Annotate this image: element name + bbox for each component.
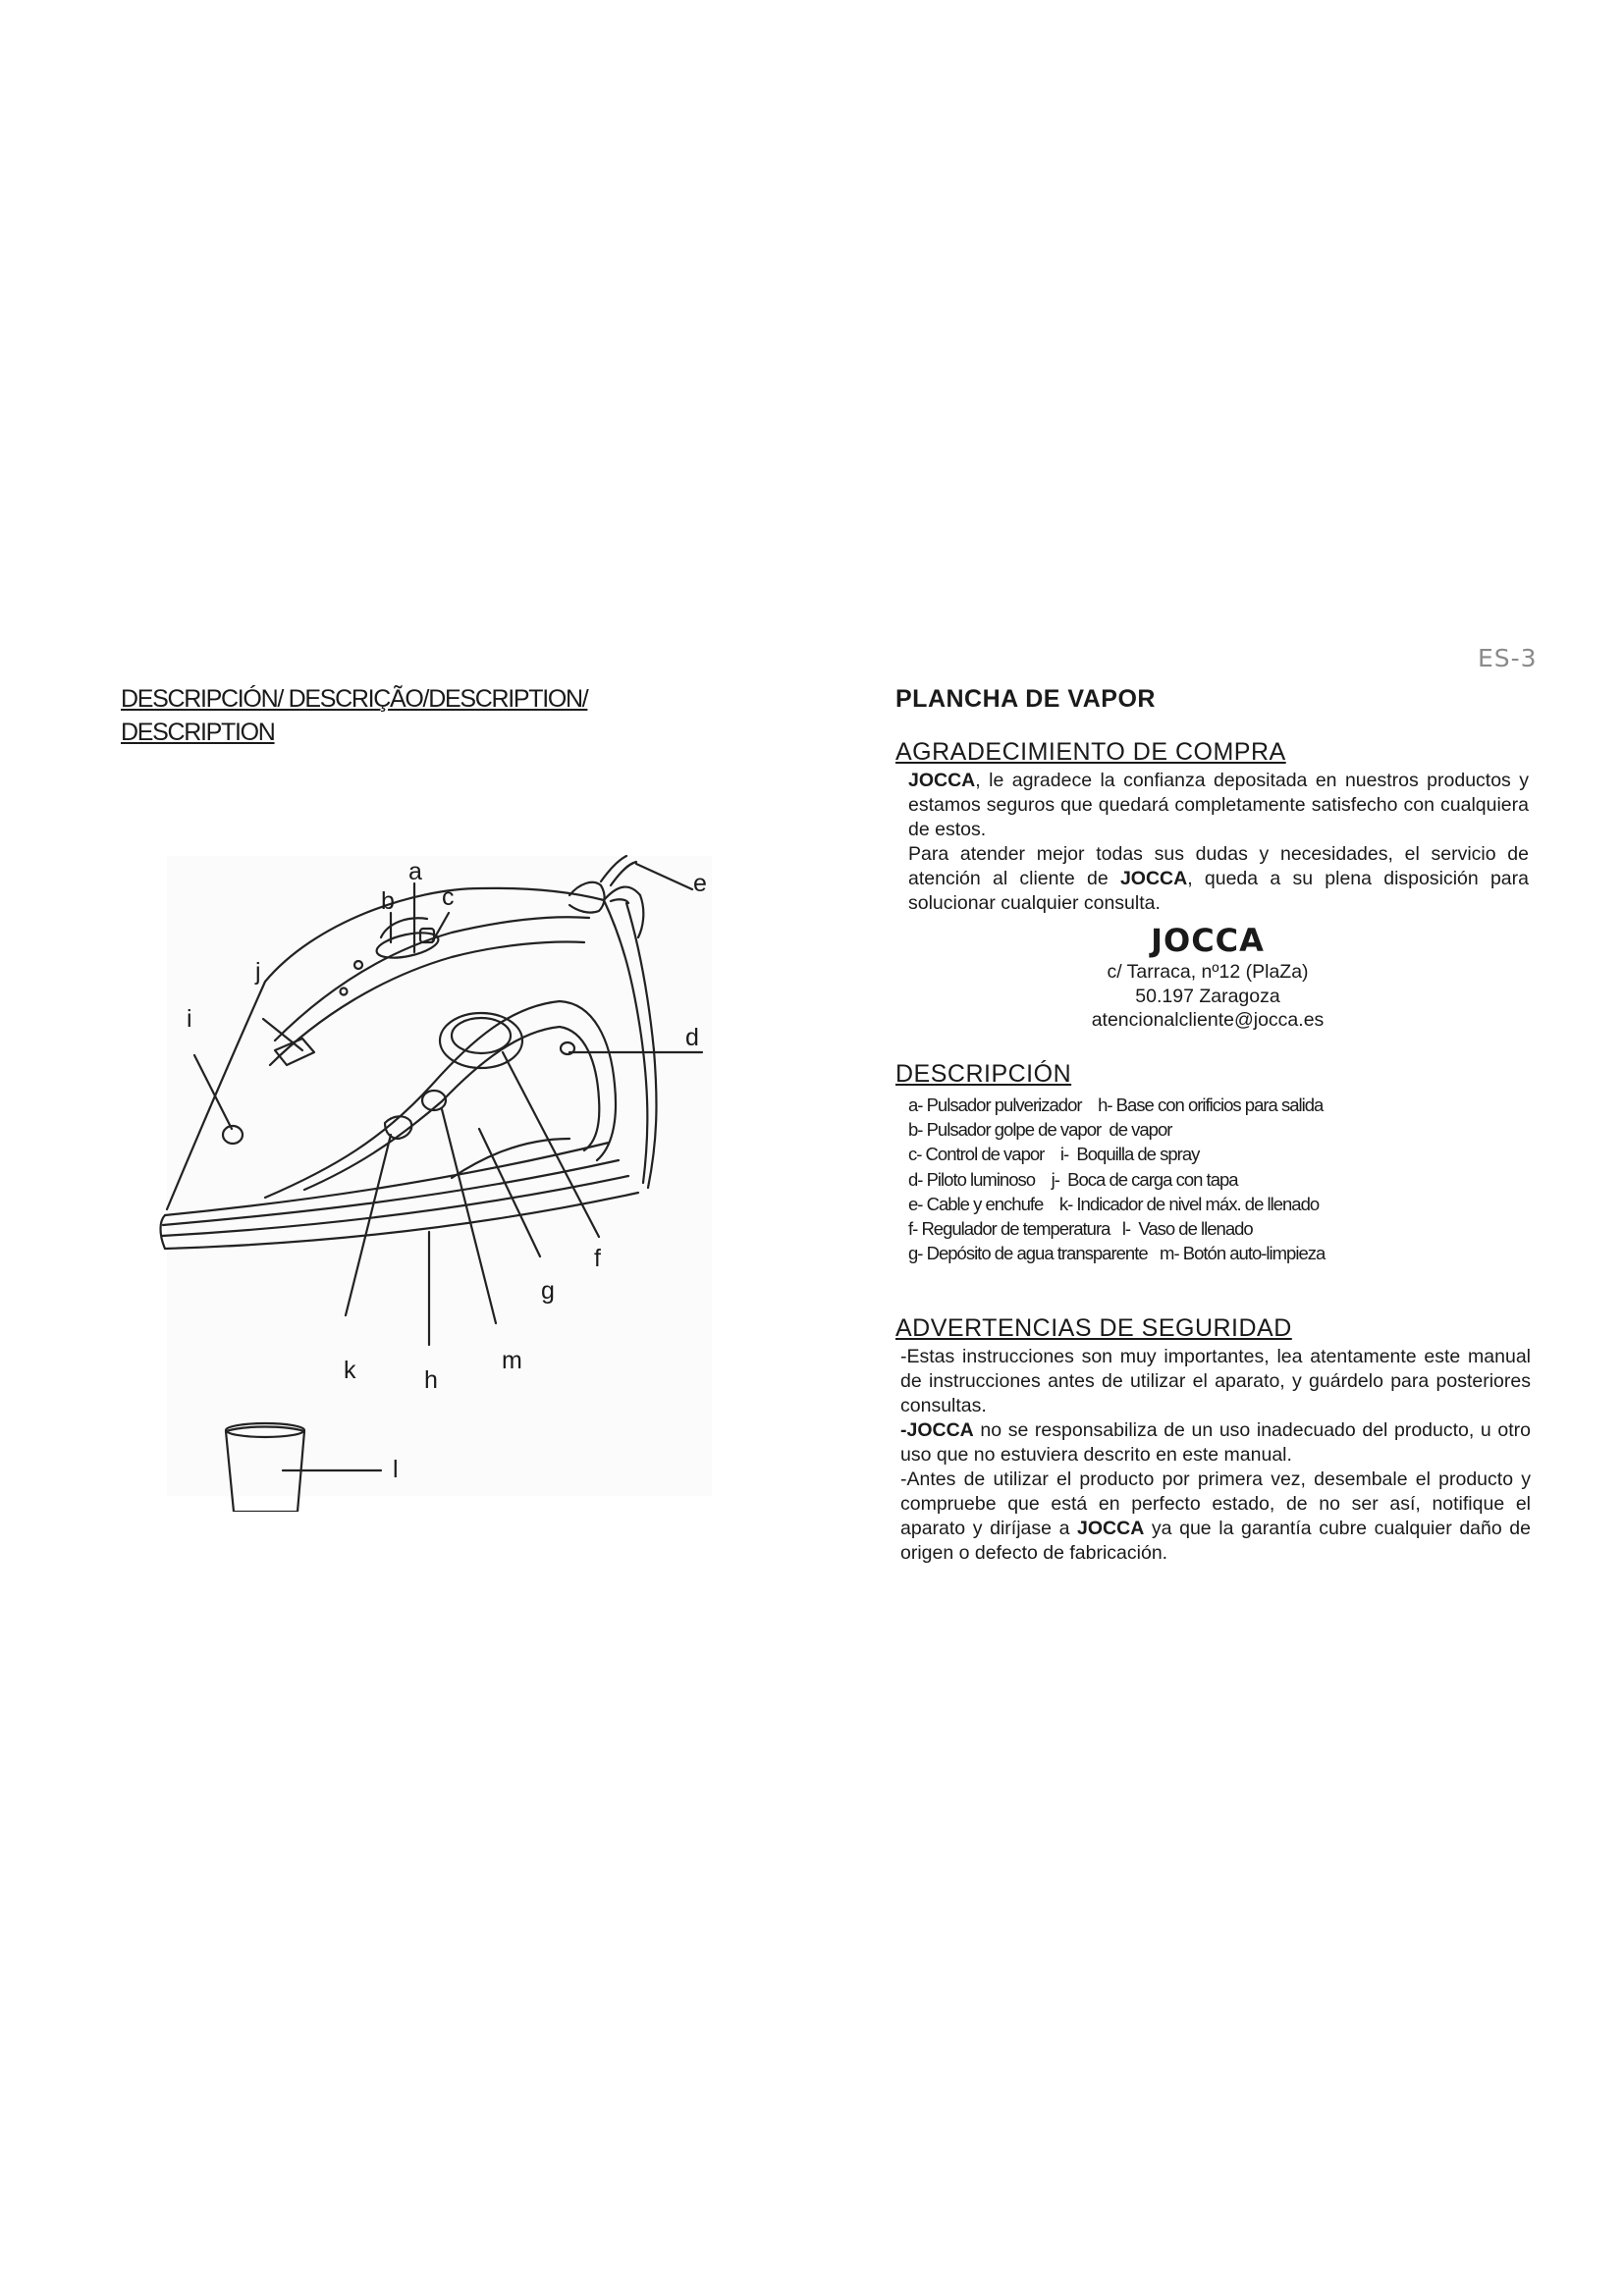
list-item: c- Control de vapor i- Boquilla de spray: [908, 1144, 1200, 1165]
warnings-text: [900, 1345, 1531, 1566]
description-section-heading: DESCRIPCIÓN: [895, 1060, 1072, 1088]
list-item: d- Piloto luminoso j- Boca de carga con tapa: [908, 1168, 1238, 1190]
thanks-text: [908, 769, 1529, 916]
callout-f: f: [594, 1245, 601, 1272]
page-title: PLANCHA DE VAPOR: [895, 685, 1156, 713]
contact-block: [982, 921, 1434, 1033]
brand-name: JOCCA: [1119, 868, 1188, 889]
callout-b: b: [381, 887, 395, 915]
callout-i: i: [187, 1005, 192, 1033]
jocca-logo: JOCCA: [1151, 922, 1265, 959]
callout-j: j: [255, 958, 261, 986]
brand-name: JOCCA: [906, 1419, 974, 1441]
warning-3-end: ya que la garantía cubre cualquier daño de origen o defecto de fabricación.: [900, 1518, 1532, 1564]
warning-3: -Antes de utilizar el producto por primera vez, desembale el producto y compruebe que está en perfecto estado, de no ser así, notifique el aparato y diríjase a: [900, 1468, 1531, 1539]
brand-name: JOCCA: [908, 770, 976, 791]
list-item: a- Pulsador pulverizador h- Base con orificios para salida: [908, 1095, 1324, 1115]
description-heading: [121, 682, 671, 749]
list-item: g- Depósito de agua transparente m- Botón auto-limpieza: [908, 1243, 1326, 1264]
callout-k: k: [344, 1357, 356, 1384]
callout-a: a: [408, 858, 422, 885]
heading-line: DESCRIPTION: [121, 719, 275, 746]
callout-c: c: [442, 883, 455, 911]
list-item: f- Regulador de temperatura l- Vaso de llenado: [908, 1218, 1253, 1240]
list-item: e- Cable y enchufe k- Indicador de nivel máx. de llenado: [908, 1193, 1320, 1214]
steam-iron-illustration: [157, 844, 722, 1512]
callout-h: h: [424, 1366, 438, 1394]
callout-d: d: [685, 1024, 699, 1051]
address-street: c/ Tarraca, nº12 (PlaZa): [1107, 961, 1309, 983]
thanks-heading: AGRADECIMIENTO DE COMPRA: [895, 738, 1286, 766]
callout-g: g: [541, 1277, 555, 1305]
heading-line: DESCRIPCIÓN/ DESCRIÇÃO/DESCRIPTION/: [121, 685, 588, 713]
steam-iron-diagram: [157, 844, 722, 1512]
warning-2-lead: -: [900, 1419, 907, 1441]
contact-email: atencionalcliente@jocca.es: [1091, 1009, 1325, 1031]
callout-e: e: [693, 870, 707, 897]
warning-1: -Estas instrucciones son muy importantes, lea atentamente este manual de instrucciones antes de utilizar el aparato, y guárdelo para posteriores consultas.: [900, 1346, 1531, 1416]
page-number: ES-3: [1478, 644, 1538, 672]
warning-2: no se responsabiliza de un uso inadecuado del producto, u otro uso que no estuviera descrito en este manual.: [900, 1419, 1531, 1466]
parts-list: [908, 1093, 1458, 1265]
warnings-heading: ADVERTENCIAS DE SEGURIDAD: [895, 1314, 1292, 1342]
thanks-paragraph-2-end: , queda a su plena disposición para solucionar cualquier consulta.: [908, 868, 1529, 914]
callout-m: m: [502, 1347, 522, 1374]
thanks-paragraph-2: Para atender mejor todas sus dudas y necesidades, el servicio de atención al cliente de: [908, 843, 1529, 889]
list-item: b- Pulsador golpe de vapor de vapor: [908, 1119, 1172, 1141]
thanks-paragraph-1: , le agradece la confianza depositada en nuestros productos y estamos seguros que quedará completamente satisfecho con cualquiera de estos.: [908, 770, 1529, 840]
brand-name: JOCCA: [1077, 1518, 1145, 1539]
address-city: 50.197 Zaragoza: [1135, 985, 1280, 1007]
callout-l: l: [393, 1456, 399, 1483]
